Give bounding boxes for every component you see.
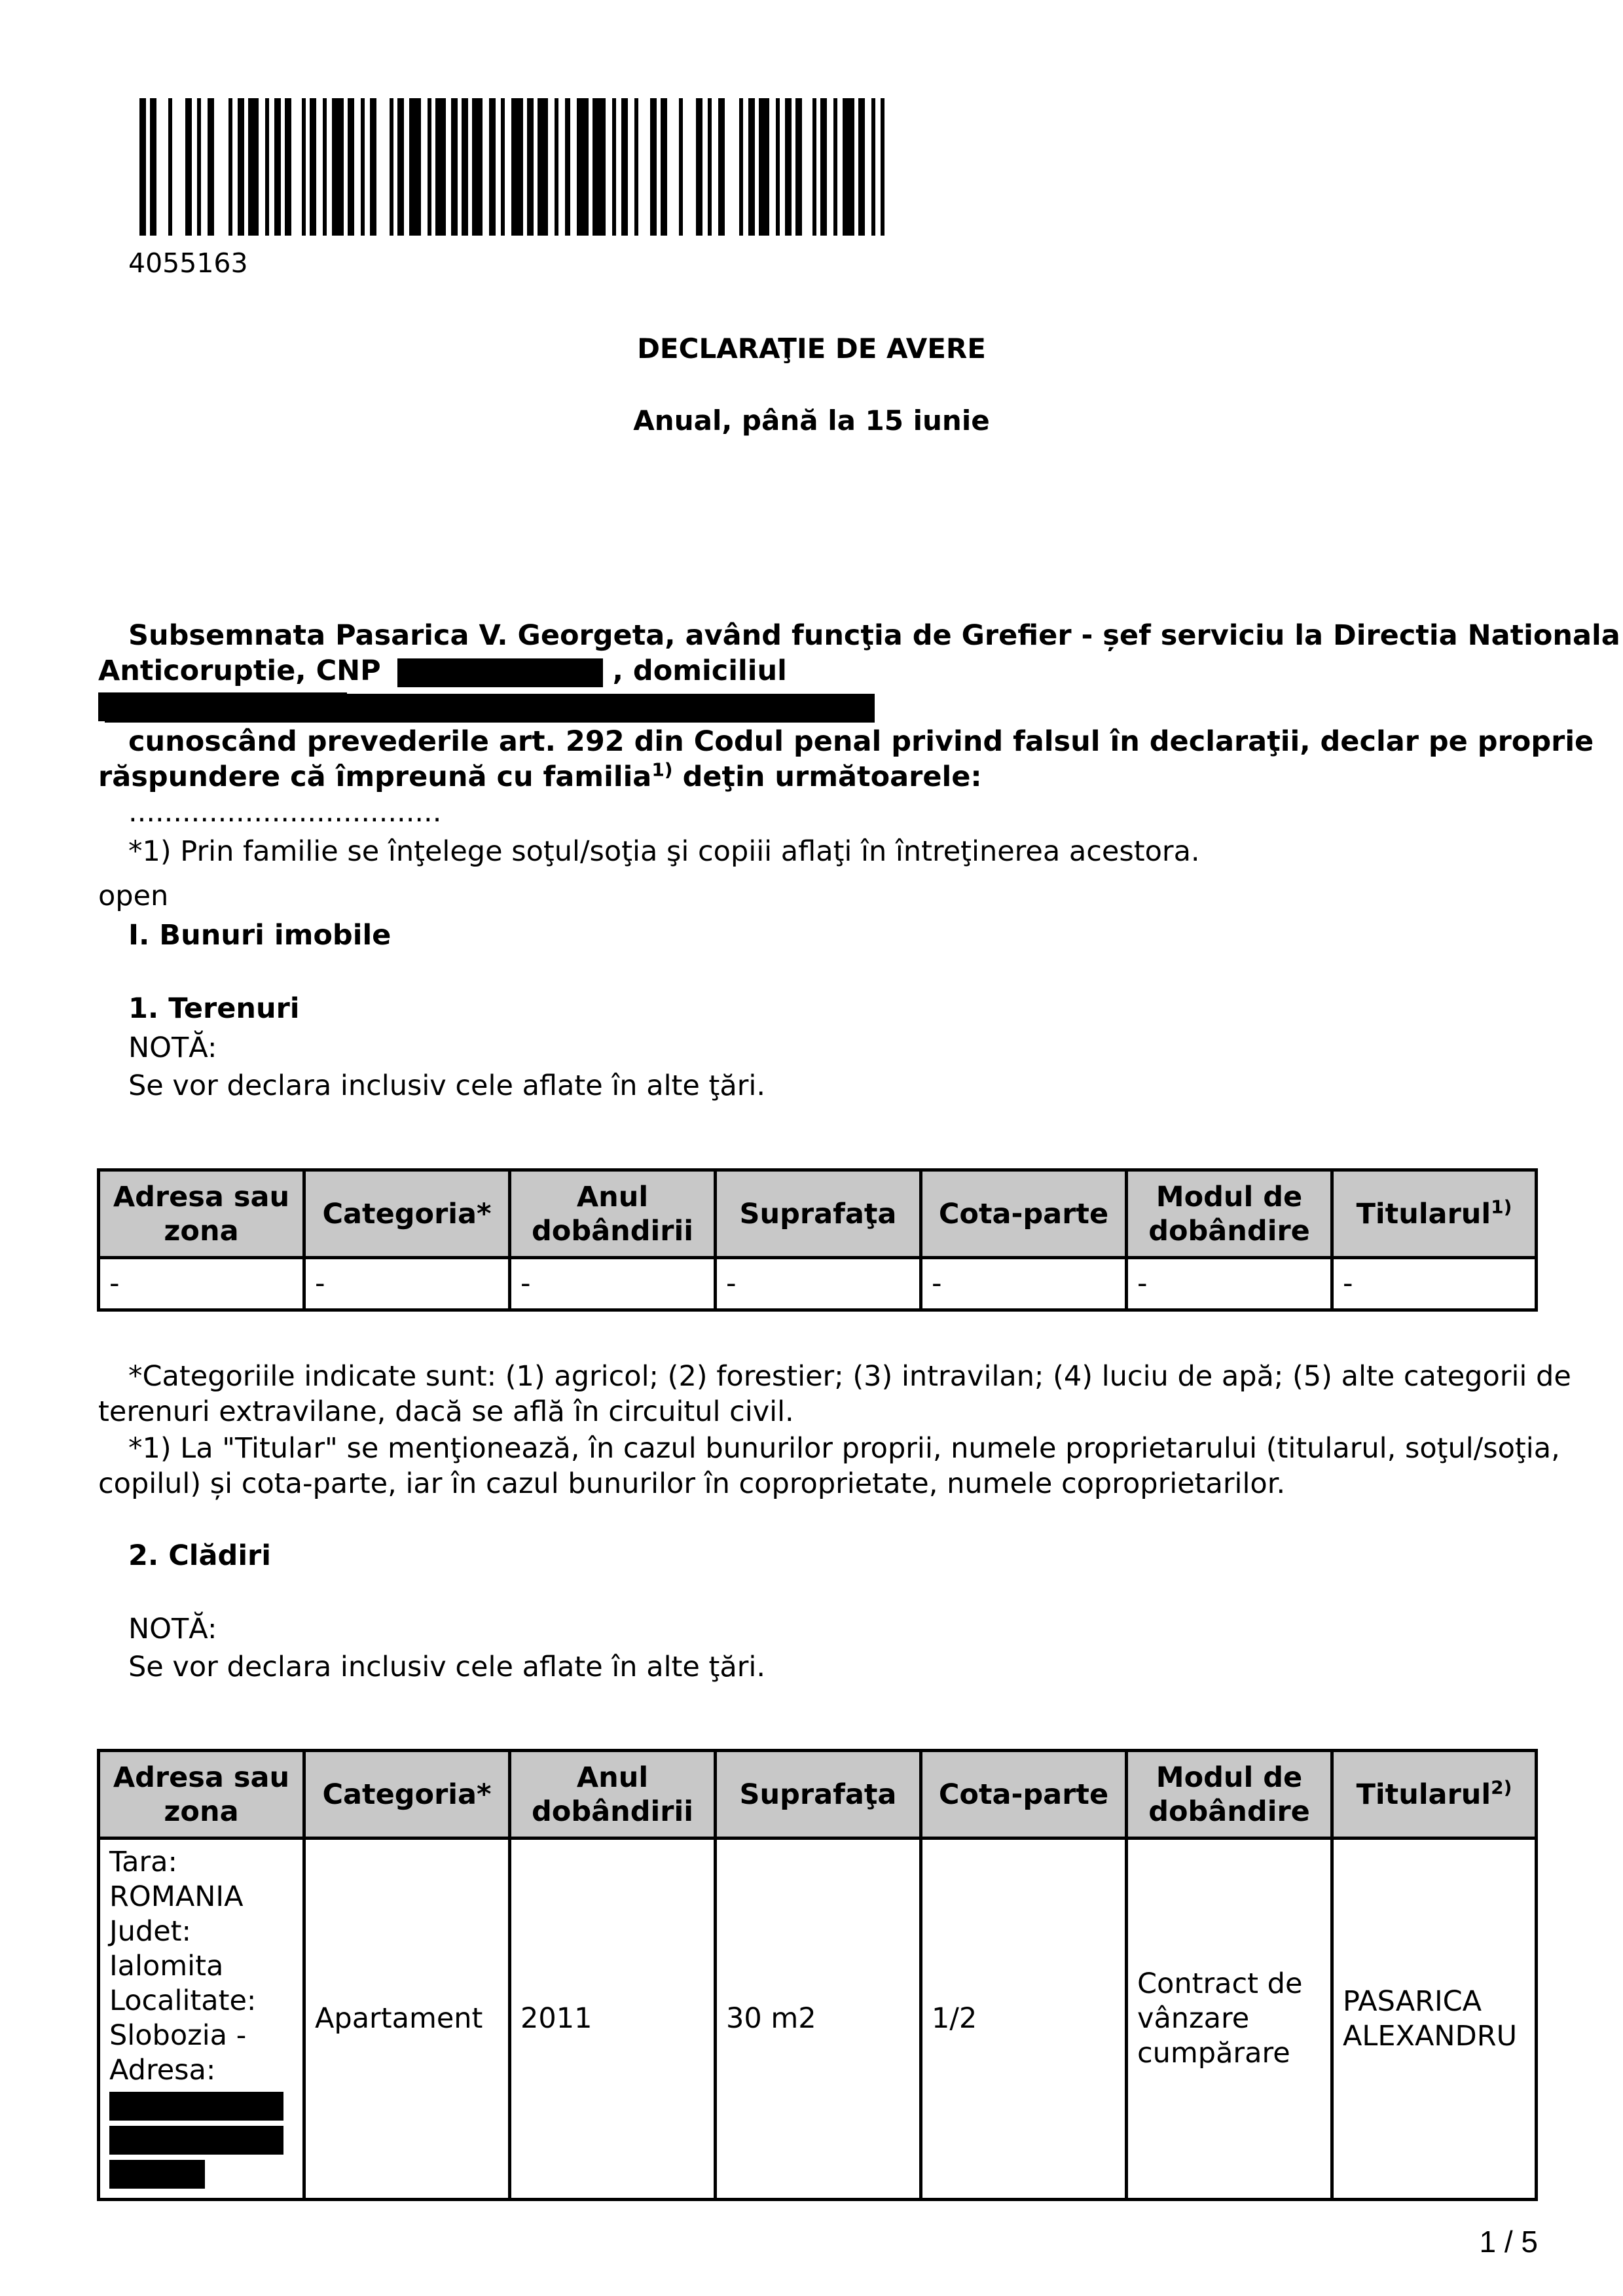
subsection-title-cladiri: 2. Clădiri [128,1539,272,1572]
barcode-bar [248,98,259,236]
barcode-bar [435,98,446,236]
intro-holdings-text: deţin următoarele: [672,761,982,793]
table-cell: - [304,1258,510,1310]
header-titular [1332,1170,1537,1258]
barcode-bar [451,98,458,236]
barcode-bar [228,98,232,236]
barcode-bar [472,98,483,236]
barcode-bar [238,98,244,236]
barcode-bar [679,98,683,236]
section-title-bunuri-imobile: I. Bunuri imobile [128,919,392,952]
barcode-bar [650,98,657,236]
barcode-bar [812,98,816,236]
barcode [139,98,884,236]
categories-note-line-2: terenuri extravilane, dacă se află în circuitul civil. [98,1395,794,1428]
barcode-bar [577,98,589,236]
table-cell: - [99,1258,304,1310]
header-titular-sup: 2) [1491,1776,1512,1799]
address-line: Ialomita [109,1950,224,1982]
table-cell: - [921,1258,1127,1310]
redacted-address-line [109,2092,283,2121]
barcode-bar [208,98,214,236]
barcode-bar [718,98,725,236]
page-number: 1 / 5 [1479,2225,1538,2259]
address-line: Slobozia - [109,2019,247,2052]
cladiri-table [97,1749,1538,2201]
barcode-bar [348,98,354,236]
redacted-cnp [397,658,603,687]
note-text-cladiri: Se vor declara inclusiv cele aflate în alte ţări. [128,1651,766,1683]
address-line: ROMANIA [109,1880,244,1913]
address-cell [99,1839,304,2200]
barcode-bar [555,98,558,236]
barcode-number: 4055163 [128,247,248,279]
header-titular-sup: 1) [1491,1196,1512,1218]
header-cota: Cota-parte [921,1751,1127,1839]
barcode-bar [612,98,616,236]
barcode-bar [323,98,327,236]
barcode-bar [428,98,431,236]
barcode-bar [302,98,306,236]
table-header-row [99,1751,1537,1839]
header-categoria: Categoria* [304,1751,510,1839]
barcode-bar [621,98,628,236]
barcode-bar [820,98,827,236]
titular-note-line-2: copilul) și cota-parte, iar în cazul bunurilor în coproprietate, numele coproprietarilor. [98,1467,1286,1500]
redacted-address-line [109,2160,205,2189]
address-line: Tara: [109,1846,178,1878]
barcode-bar [708,98,712,236]
document-subtitle: Anual, până la 15 iunie [633,404,990,437]
barcode-bar [332,98,344,236]
barcode-bar [565,98,570,236]
barcode-bar [634,98,638,236]
cota-cell: 1/2 [921,1839,1127,2200]
barcode-bar [462,98,468,236]
barcode-bar [501,98,505,236]
header-modul: Modul de dobândire [1127,1751,1332,1839]
address-line: Localitate: [109,1984,257,2017]
barcode-bar [593,98,606,236]
barcode-bar [197,98,201,236]
barcode-bar [759,98,769,236]
titular-cell: PASARICA ALEXANDRU [1332,1839,1537,2200]
barcode-bar [858,98,865,236]
modul-cell: Contract de vânzare cumpărare [1127,1839,1332,2200]
table-cell: - [510,1258,716,1310]
footnote-marker: 1) [651,759,673,781]
document-title: DECLARAŢIE DE AVERE [637,332,986,365]
barcode-bar [843,98,854,236]
barcode-bar [661,98,667,236]
categories-note-line-1: *Categoriile indicate sunt: (1) agricol; (2) forestier; (3) intravilan; (4) luciu de apă; (5) alte categorii de [128,1360,1571,1393]
table-row [99,1839,1537,2200]
barcode-bar [265,98,269,236]
header-anul: Anul dobândirii [510,1170,716,1258]
address-line: Judet: [109,1915,192,1948]
redacted-address-line [109,2126,283,2155]
header-titular-text: Titularul [1356,1197,1491,1230]
header-suprafata: Suprafaţa [716,1751,921,1839]
open-label: open [98,880,169,912]
barcode-bar [871,98,875,236]
subsection-title-terenuri: 1. Terenuri [128,992,300,1025]
barcode-bar [696,98,702,236]
note-label-terenuri: NOTĂ: [128,1031,217,1064]
header-titular-text: Titularul [1356,1778,1491,1811]
barcode-bar [511,98,523,236]
barcode-bar [150,98,156,236]
barcode-bar [748,98,755,236]
categoria-cell: Apartament [304,1839,510,2200]
intro-cnp-label: Anticoruptie, CNP [98,655,381,687]
barcode-bar [527,98,534,236]
intro-family-text: răspundere că împreună cu familia [98,761,652,793]
barcode-bar [739,98,743,236]
barcode-bar [310,98,316,236]
table-row [99,1258,1537,1310]
barcode-bar [881,98,884,236]
intro-line-1: Subsemnata Pasarica V. Georgeta, având funcţia de Grefier - șef serviciu la Directia Nationala [128,619,1620,652]
barcode-bar [285,98,291,236]
barcode-bar [785,98,792,236]
header-cota: Cota-parte [921,1170,1127,1258]
redacted-domicile-continued [98,692,347,721]
family-footnote: *1) Prin familie se înţelege soţul/soţia şi copiii aflaţi în întreţinerea acestora. [128,835,1200,868]
header-adresa: Adresa sau zona [99,1751,304,1839]
header-suprafata: Suprafaţa [716,1170,921,1258]
barcode-bar [833,98,837,236]
table-header-row [99,1170,1537,1258]
barcode-bar [409,98,421,236]
suprafata-cell: 30 m2 [716,1839,921,2200]
note-label-cladiri: NOTĂ: [128,1613,217,1645]
note-text-terenuri: Se vor declara inclusiv cele aflate în alte ţări. [128,1069,766,1102]
table-cell: - [716,1258,921,1310]
anul-cell: 2011 [510,1839,716,2200]
barcode-bar [538,98,548,236]
table-cell: - [1127,1258,1332,1310]
barcode-bar [185,98,192,236]
intro-line-3: cunoscând prevederile art. 292 din Codul penal privind falsul în declaraţii, declar pe proprie [128,725,1594,758]
barcode-bar [139,98,146,236]
header-titular [1332,1751,1537,1839]
barcode-bar [370,98,376,236]
barcode-bar [397,98,404,236]
barcode-bar [274,98,281,236]
header-adresa: Adresa sau zona [99,1170,304,1258]
barcode-bar [361,98,365,236]
intro-line-4 [98,759,982,795]
table-cell: - [1332,1258,1537,1310]
header-modul: Modul de dobândire [1127,1170,1332,1258]
intro-dots: ................................... [128,796,442,829]
header-anul: Anul dobândirii [510,1751,716,1839]
barcode-bar [776,98,780,236]
barcode-bar [489,98,496,236]
header-categoria: Categoria* [304,1170,510,1258]
address-line: Adresa: [109,2054,216,2087]
titular-note-line-1: *1) La "Titular" se menţionează, în cazul bunurilor proprii, numele proprietarului (titularul, soţul/soţia, [128,1432,1560,1465]
terenuri-table [97,1168,1538,1312]
intro-domicile-label: , domiciliul [612,655,787,687]
barcode-bar [795,98,802,236]
barcode-bar [168,98,172,236]
barcode-bar [390,98,393,236]
